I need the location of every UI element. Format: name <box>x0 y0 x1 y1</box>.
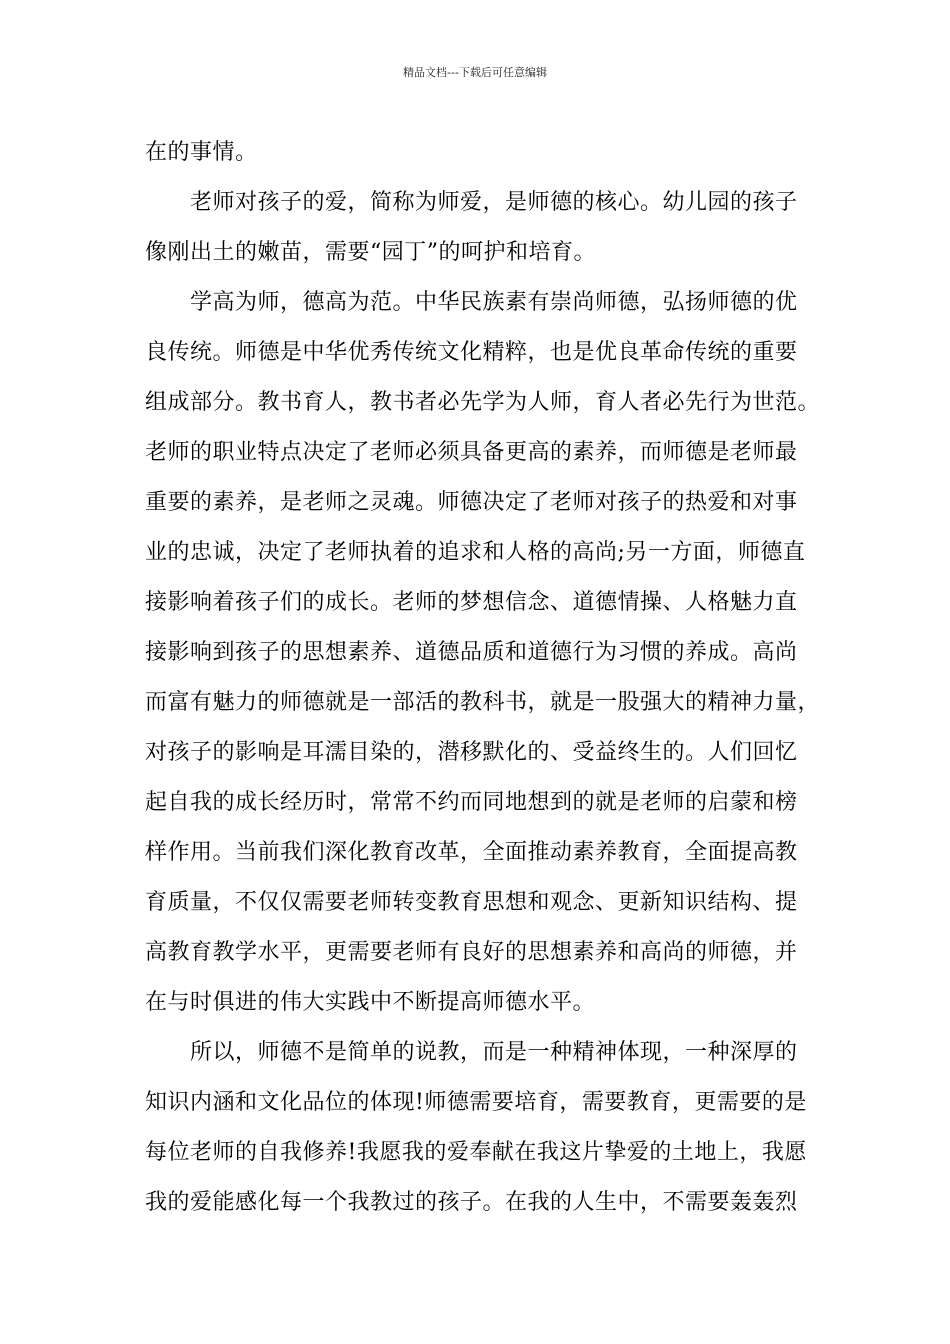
body-line: 在与时俱进的伟大实践中不断提高师德水平。 <box>145 990 596 1015</box>
body-line: 接影响着孩子们的成长。老师的梦想信念、道德情操、人格魅力直 <box>145 590 798 615</box>
body-line: 样作用。当前我们深化教育改革，全面推动素养教育，全面提高教 <box>145 840 798 865</box>
body-line: 知识内涵和文化品位的体现!师德需要培育，需要教育，更需要的是 <box>145 1090 807 1115</box>
body-line: 我的爱能感化每一个我教过的孩子。在我的人生中，不需要轰轰烈 <box>145 1190 798 1215</box>
body-line: 组成部分。教书育人，教书者必先学为人师，育人者必先行为世范。 <box>145 390 821 415</box>
body-line: 所以，师德不是简单的说教，而是一种精神体现，一种深厚的 <box>190 1040 798 1065</box>
body-line: 起自我的成长经历时，常常不约而同地想到的就是老师的启蒙和榜 <box>145 790 798 815</box>
body-line: 对孩子的影响是耳濡目染的，潜移默化的、受益终生的。人们回忆 <box>145 740 798 765</box>
body-line: 业的忠诚，决定了老师执着的追求和人格的高尚;另一方面，师德直 <box>145 540 806 565</box>
body-line: 而富有魅力的师德就是一部活的教科书，就是一股强大的精神力量， <box>145 690 821 715</box>
body-line: 每位老师的自我修养!我愿我的爱奉献在我这片挚爱的土地上，我愿 <box>145 1140 807 1165</box>
body-line: 良传统。师德是中华优秀传统文化精粹，也是优良革命传统的重要 <box>145 340 798 365</box>
body-line: 老师的职业特点决定了老师必须具备更高的素养，而师德是老师最 <box>145 440 798 465</box>
body-line: 接影响到孩子的思想素养、道德品质和道德行为习惯的养成。高尚 <box>145 640 798 665</box>
body-line: 高教育教学水平，更需要老师有良好的思想素养和高尚的师德，并 <box>145 940 798 965</box>
body-line: 在的事情。 <box>145 140 258 165</box>
body-line: 像刚出土的嫩苗，需要“园丁”的呵护和培育。 <box>145 240 596 265</box>
body-line: 学高为师，德高为范。中华民族素有崇尚师德，弘扬师德的优 <box>190 290 798 315</box>
body-line: 重要的素养，是老师之灵魂。师德决定了老师对孩子的热爱和对事 <box>145 490 798 515</box>
page-header: 精品文档---下载后可任意编辑 <box>403 66 547 79</box>
body-line: 老师对孩子的爱，简称为师爱，是师德的核心。幼儿园的孩子 <box>190 190 798 215</box>
body-line: 育质量，不仅仅需要老师转变教育思想和观念、更新知识结构、提 <box>145 890 798 915</box>
